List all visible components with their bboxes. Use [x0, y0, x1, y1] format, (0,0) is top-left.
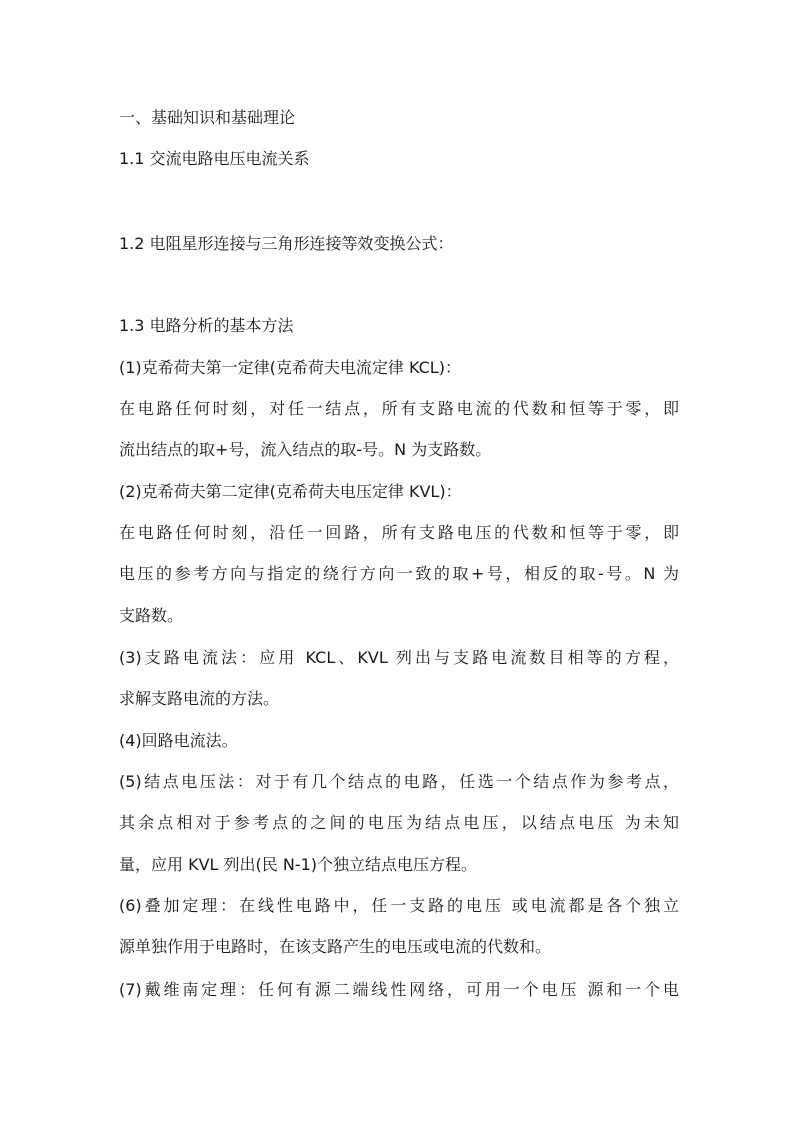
paragraph-line: (6)叠加定理：在线性电路中，任一支路的电压 或电流都是各个独立 — [119, 896, 679, 915]
paragraph-line: (7)戴维南定理：任何有源二端线性网络，可用一个电压 源和一个电 — [119, 980, 679, 999]
paragraph-line: 量，应用 KVL 列出(民 N-1)个独立结点电压方程。 — [119, 855, 478, 874]
paragraph-line: 电压的参考方向与指定的绕行方向一致的取+号，相反的取-号。N 为 — [119, 564, 679, 583]
section-heading: 一、基础知识和基础理论 — [119, 108, 296, 127]
paragraph-line: (4)回路电流法。 — [119, 731, 238, 750]
paragraph-line: (1)克希荷夫第一定律(克希荷夫电流定律 KCL)： — [119, 358, 461, 377]
paragraph-line: 其余点相对于参考点的之间的电压为结点电压，以结点电压 为未知 — [119, 813, 679, 832]
paragraph-line: 源单独作用于电路时，在该支路产生的电压或电流的代数和。 — [119, 937, 552, 956]
subsection-heading: 1.2 电阻星形连接与三角形连接等效变换公式： — [119, 234, 454, 253]
subsection-heading: 1.1 交流电路电压电流关系 — [119, 149, 310, 168]
subsection-heading: 1.3 电路分析的基本方法 — [119, 316, 294, 335]
paragraph-line: 支路数。 — [119, 606, 184, 625]
paragraph-line: (2)克希荷夫第二定律(克希荷夫电压定律 KVL)： — [119, 482, 462, 501]
paragraph-line: 求解支路电流的方法。 — [119, 689, 280, 708]
paragraph-line: (3)支路电流法：应用 KCL、KVL 列出与支路电流数目相等的方程， — [119, 648, 679, 667]
paragraph-line: 在电路任何时刻，沿任一回路，所有支路电压的代数和恒等于零，即 — [119, 523, 679, 542]
paragraph-line: (5)结点电压法：对于有几个结点的电路，任选一个结点作为参考点， — [119, 772, 679, 791]
paragraph-line: 流出结点的取+号，流入结点的取-号。N 为支路数。 — [119, 440, 492, 459]
paragraph-line: 在电路任何时刻，对任一结点，所有支路电流的代数和恒等于零，即 — [119, 399, 679, 418]
